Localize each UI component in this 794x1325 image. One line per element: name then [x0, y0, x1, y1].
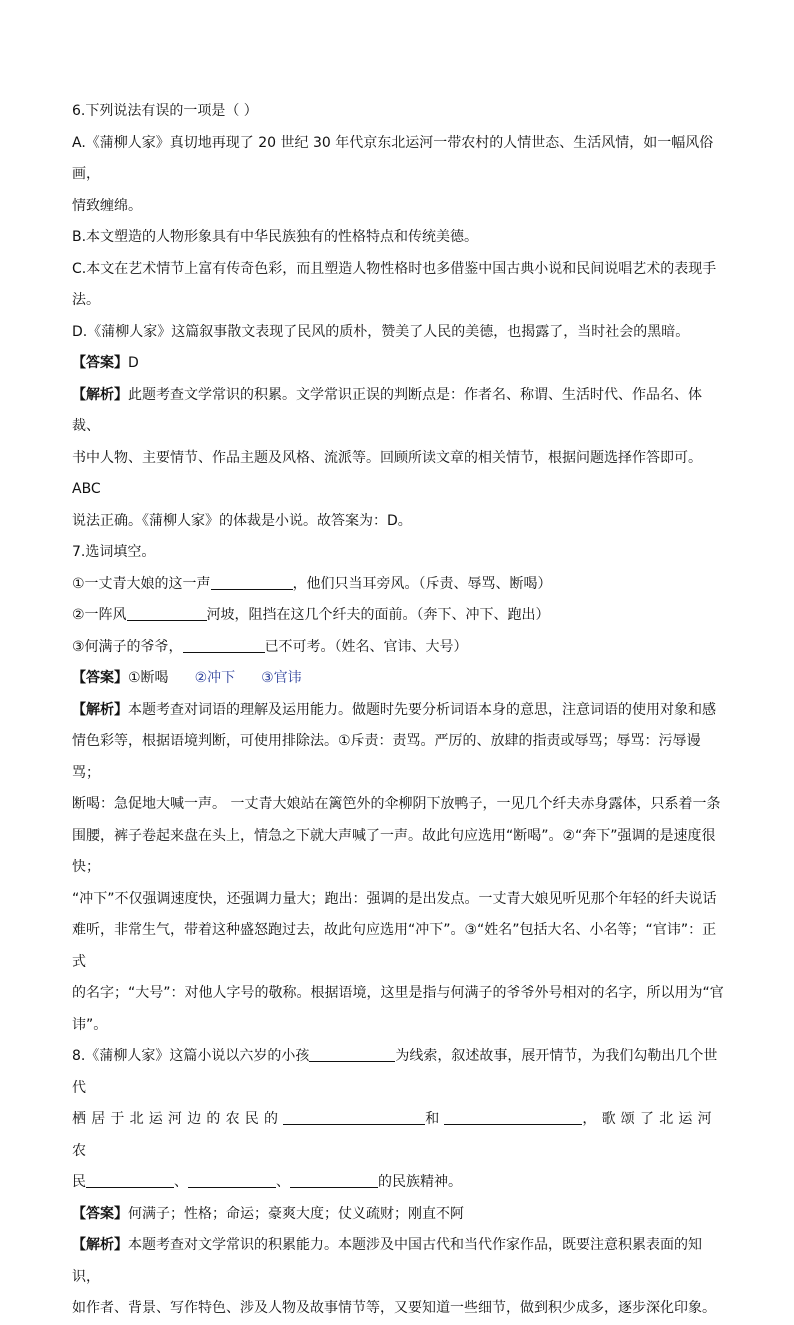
q8-analysis-text-2: 如作者、背景、写作特色、涉及人物及故事情节等，又要知道一些细节，做到积少成多，逐步深化印象。 — [72, 1300, 716, 1316]
q8-line-2 — [72, 1104, 724, 1167]
q6-stem: 6.下列说法有误的一项是（ ） — [72, 103, 258, 119]
q6-option-c: C.本文在艺术情节上富有传奇色彩，而且塑造人物性格时也多借鉴中国古典小说和民间说唱艺术的表现手 — [72, 260, 717, 277]
fill-blank — [183, 635, 265, 653]
fill-blank — [444, 1107, 582, 1125]
q6-option-a: A.《蒲柳人家》真切地再现了 20 世纪 30 年代京东北运河一带农村的人情世态、生活风情，如一幅风俗画， — [72, 134, 714, 182]
q6-option-c-cont: 法。 — [72, 292, 100, 308]
q6-answer — [72, 348, 724, 380]
q8-answer — [72, 1199, 724, 1231]
q8-text-1b: 为线索，叙述故事，展开情节，为我们勾勒出几个世代 — [72, 1048, 718, 1096]
q7-item-2-text-b: 河坡，阻挡在这几个纤夫的面前。（奔下、冲下、跑出） — [206, 607, 550, 623]
document-page — [72, 96, 724, 1325]
q8-line-3 — [72, 1167, 724, 1199]
q6-analysis-text-2: 书中人物、主要情节、作品主题及风格、流派等。回顾所读文章的相关情节，根据问题选择作答即可。ABC — [72, 449, 702, 497]
q7-analysis — [72, 695, 724, 727]
q8-line-1 — [72, 1041, 724, 1104]
q7-item-3 — [72, 632, 724, 664]
q7-answer-1: ①断喝 — [128, 670, 169, 686]
q7-analysis-text-8: 讳”。 — [72, 1016, 108, 1033]
q8-answer-value: 何满子；性格；命运；豪爽大度；仗义疏财；刚直不阿 — [128, 1205, 464, 1222]
q7-item-1-text-b: ，他们只当耳旁风。（斥责、辱骂、断喝） — [292, 575, 552, 592]
q7-analysis-text-6: 难听，非常生气，带着这种盛怒跑过去，故此句应选用“冲下”。③“姓名”包括大名、小名等；“官讳”：正式 — [72, 922, 717, 970]
q7-stem: 7.选词填空。 — [72, 544, 156, 560]
q7-item-1 — [72, 569, 724, 601]
analysis-tag: 【解析】 — [72, 701, 128, 718]
q7-analysis-text-5: “冲下”不仅强调速度快，还强调力量大；跑出：强调的是出发点。一丈青大娘见听见那个年轻的纤夫说话 — [72, 890, 717, 907]
q6-analysis-text-3: 说法正确。《蒲柳人家》的体裁是小说。故答案为：D。 — [72, 512, 412, 529]
q8-analysis — [72, 1230, 724, 1293]
fill-blank — [127, 603, 207, 621]
q8-text-2b: 和 — [425, 1111, 445, 1127]
q8-text-1a: 8.《蒲柳人家》这篇小说以六岁的小孩 — [72, 1048, 310, 1064]
q8-text-3b: 、 — [174, 1174, 188, 1190]
q7-answer — [72, 663, 724, 695]
fill-blank — [86, 1170, 174, 1188]
q7-analysis-text-4: 围腰，裤子卷起来盘在头上，情急之下就大声喊了一声。故此句应选用“断喝”。②“奔下”强调的是速度很快； — [72, 827, 716, 875]
q8-text-3c: 、 — [276, 1174, 290, 1190]
q7-item-3-text-b: 已不可考。（姓名、官讳、大号） — [264, 638, 468, 655]
fill-blank — [211, 572, 293, 590]
answer-tag: 【答案】 — [72, 670, 128, 686]
q6-analysis-text-1: 此题考查文学常识的积累。文学常识正误的判断点是：作者名、称谓、生活时代、作品名、体裁、 — [72, 386, 702, 434]
q6-analysis — [72, 380, 724, 443]
answer-tag: 【答案】 — [72, 1205, 128, 1222]
fill-blank — [188, 1170, 276, 1188]
q7-item-2-text-a: ②一阵风 — [72, 607, 127, 623]
q7-analysis-text-3: 断喝：急促地大喊一声。 一丈青大娘站在篱笆外的伞柳阴下放鸭子，一见几个纤夫赤身露体，只系着一条 — [72, 796, 721, 812]
fill-blank — [283, 1107, 425, 1125]
q8-analysis-text-1: 本题考查对文学常识的积累能力。本题涉及中国古代和当代作家作品，既要注意积累表面的知识， — [72, 1237, 702, 1285]
q8-text-2c: ，歌颂了北运河农 — [72, 1111, 717, 1159]
answer-tag: 【答案】 — [72, 355, 128, 371]
q7-analysis-text-1: 本题考查对词语的理解及运用能力。做题时先要分析词语本身的意思，注意词语的使用对象和感 — [128, 701, 716, 718]
fill-blank — [309, 1044, 395, 1062]
q7-item-3-text-a: ③何满子的爷爷， — [72, 638, 183, 655]
analysis-tag: 【解析】 — [72, 386, 128, 403]
q6-answer-value: D — [128, 355, 139, 371]
q6-option-b: B.本文塑造的人物形象具有中华民族独有的性格特点和传统美德。 — [72, 229, 479, 245]
q7-answer-3: ③官讳 — [261, 670, 302, 686]
q7-item-2 — [72, 600, 724, 632]
fill-blank — [290, 1170, 378, 1188]
analysis-tag: 【解析】 — [72, 1237, 128, 1253]
q8-text-2a: 栖居于北运河边的农民的 — [72, 1111, 284, 1127]
q7-item-1-text-a: ①一丈青大娘的这一声 — [72, 575, 211, 592]
q8-text-3a: 民 — [72, 1174, 86, 1190]
q7-analysis-text-7: 的名字；“大号”：对他人字号的敬称。根据语境，这里是指与何满子的爷爷外号相对的名字，所以用为“官 — [72, 985, 724, 1001]
q6-option-a-cont: 情致缠绵。 — [72, 197, 142, 214]
q6-option-d: D.《蒲柳人家》这篇叙事散文表现了民风的质朴，赞美了人民的美德，也揭露了，当时社会的黑暗。 — [72, 323, 690, 340]
q7-analysis-text-2: 情色彩等，根据语境判断，可使用排除法。①斥责：责骂。严厉的、放肆的指责或辱骂；辱骂：污辱谩骂； — [72, 733, 701, 781]
q7-answer-2: ②冲下 — [194, 670, 236, 686]
q8-text-3d: 的民族精神。 — [378, 1174, 462, 1190]
